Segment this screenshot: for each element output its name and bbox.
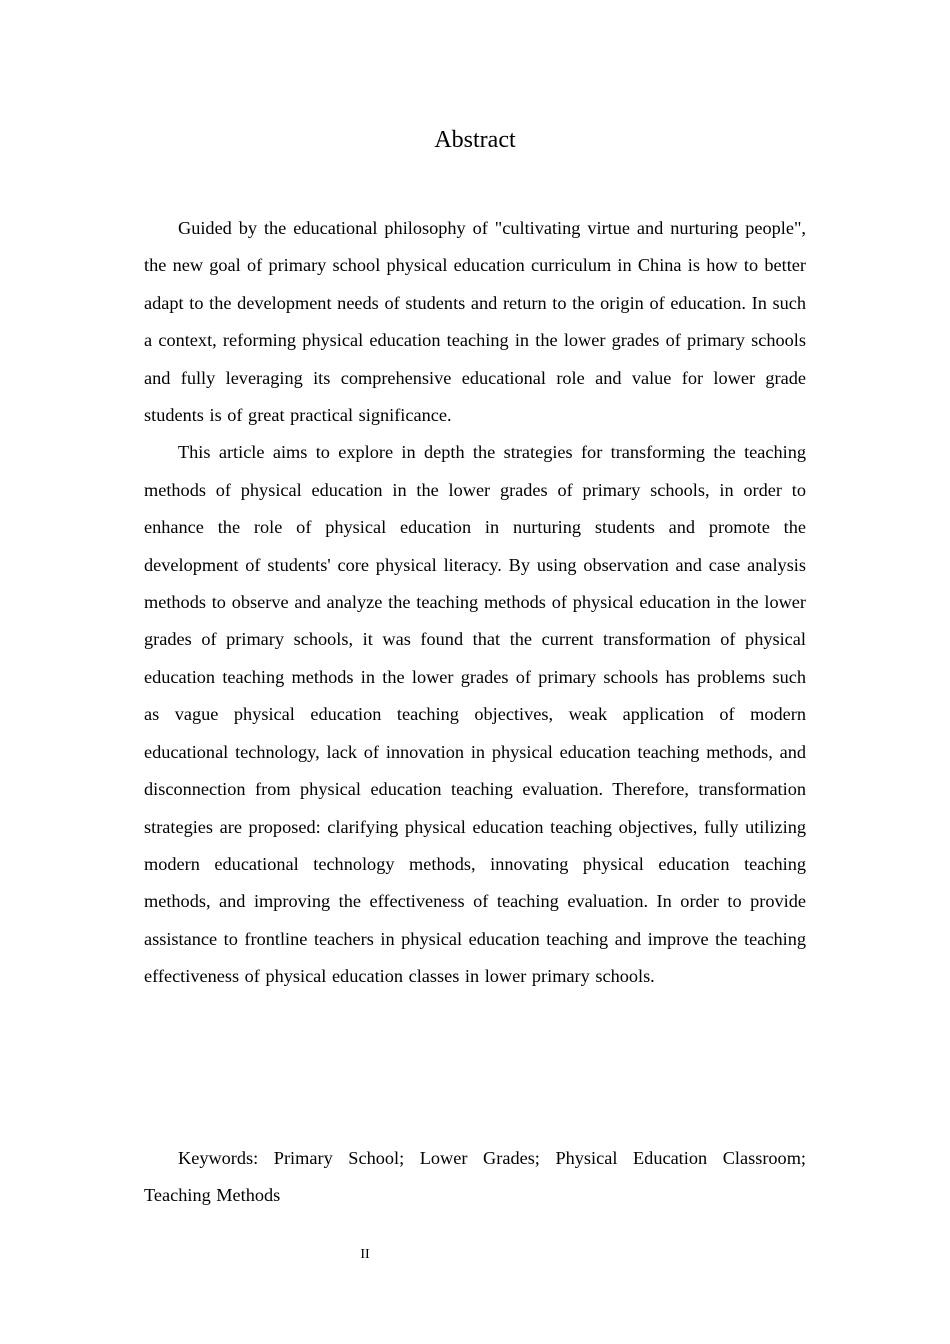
abstract-title: Abstract xyxy=(434,127,516,153)
keywords-line: Keywords: Primary School; Lower Grades; Physical Education Classroom; Teaching Methods xyxy=(144,1148,806,1206)
page-number: II xyxy=(360,1247,370,1262)
abstract-paragraph-1: Guided by the educational philosophy of "cultivating virtue and nurturing people", the new goal of primary school physical education curriculum in China is how to better adapt to the development needs of students and return to the origin of education. In such a context, reforming physical education teaching in the lower grades of primary schools and fully leveraging its comprehensive educational role and value for lower grade students is of great practical significance. xyxy=(144,218,806,426)
abstract-paragraph-2: This article aims to explore in depth the strategies for transforming the teaching methods of physical education in the lower grades of primary schools, in order to enhance the role of physical education in nurturing students and promote the development of students' core physical literacy. By using observation and case analysis methods to observe and analyze the teaching methods of physical education in the lower grades of primary schools, it was found that the current transformation of physical education teaching methods in the lower grades of primary schools has problems such as vague physical education teaching objectives, weak application of modern educational technology, lack of innovation in physical education teaching methods, and disconnection from physical education teaching evaluation. Therefore, transformation strategies are proposed: clarifying physical education teaching objectives, fully utilizing modern educational technology methods, innovating physical education teaching methods, and improving the effectiveness of teaching evaluation. In order to provide assistance to frontline teachers in physical education teaching and improve the teaching effectiveness of physical education classes in lower primary schools. xyxy=(144,442,806,987)
abstract-body xyxy=(144,210,806,996)
